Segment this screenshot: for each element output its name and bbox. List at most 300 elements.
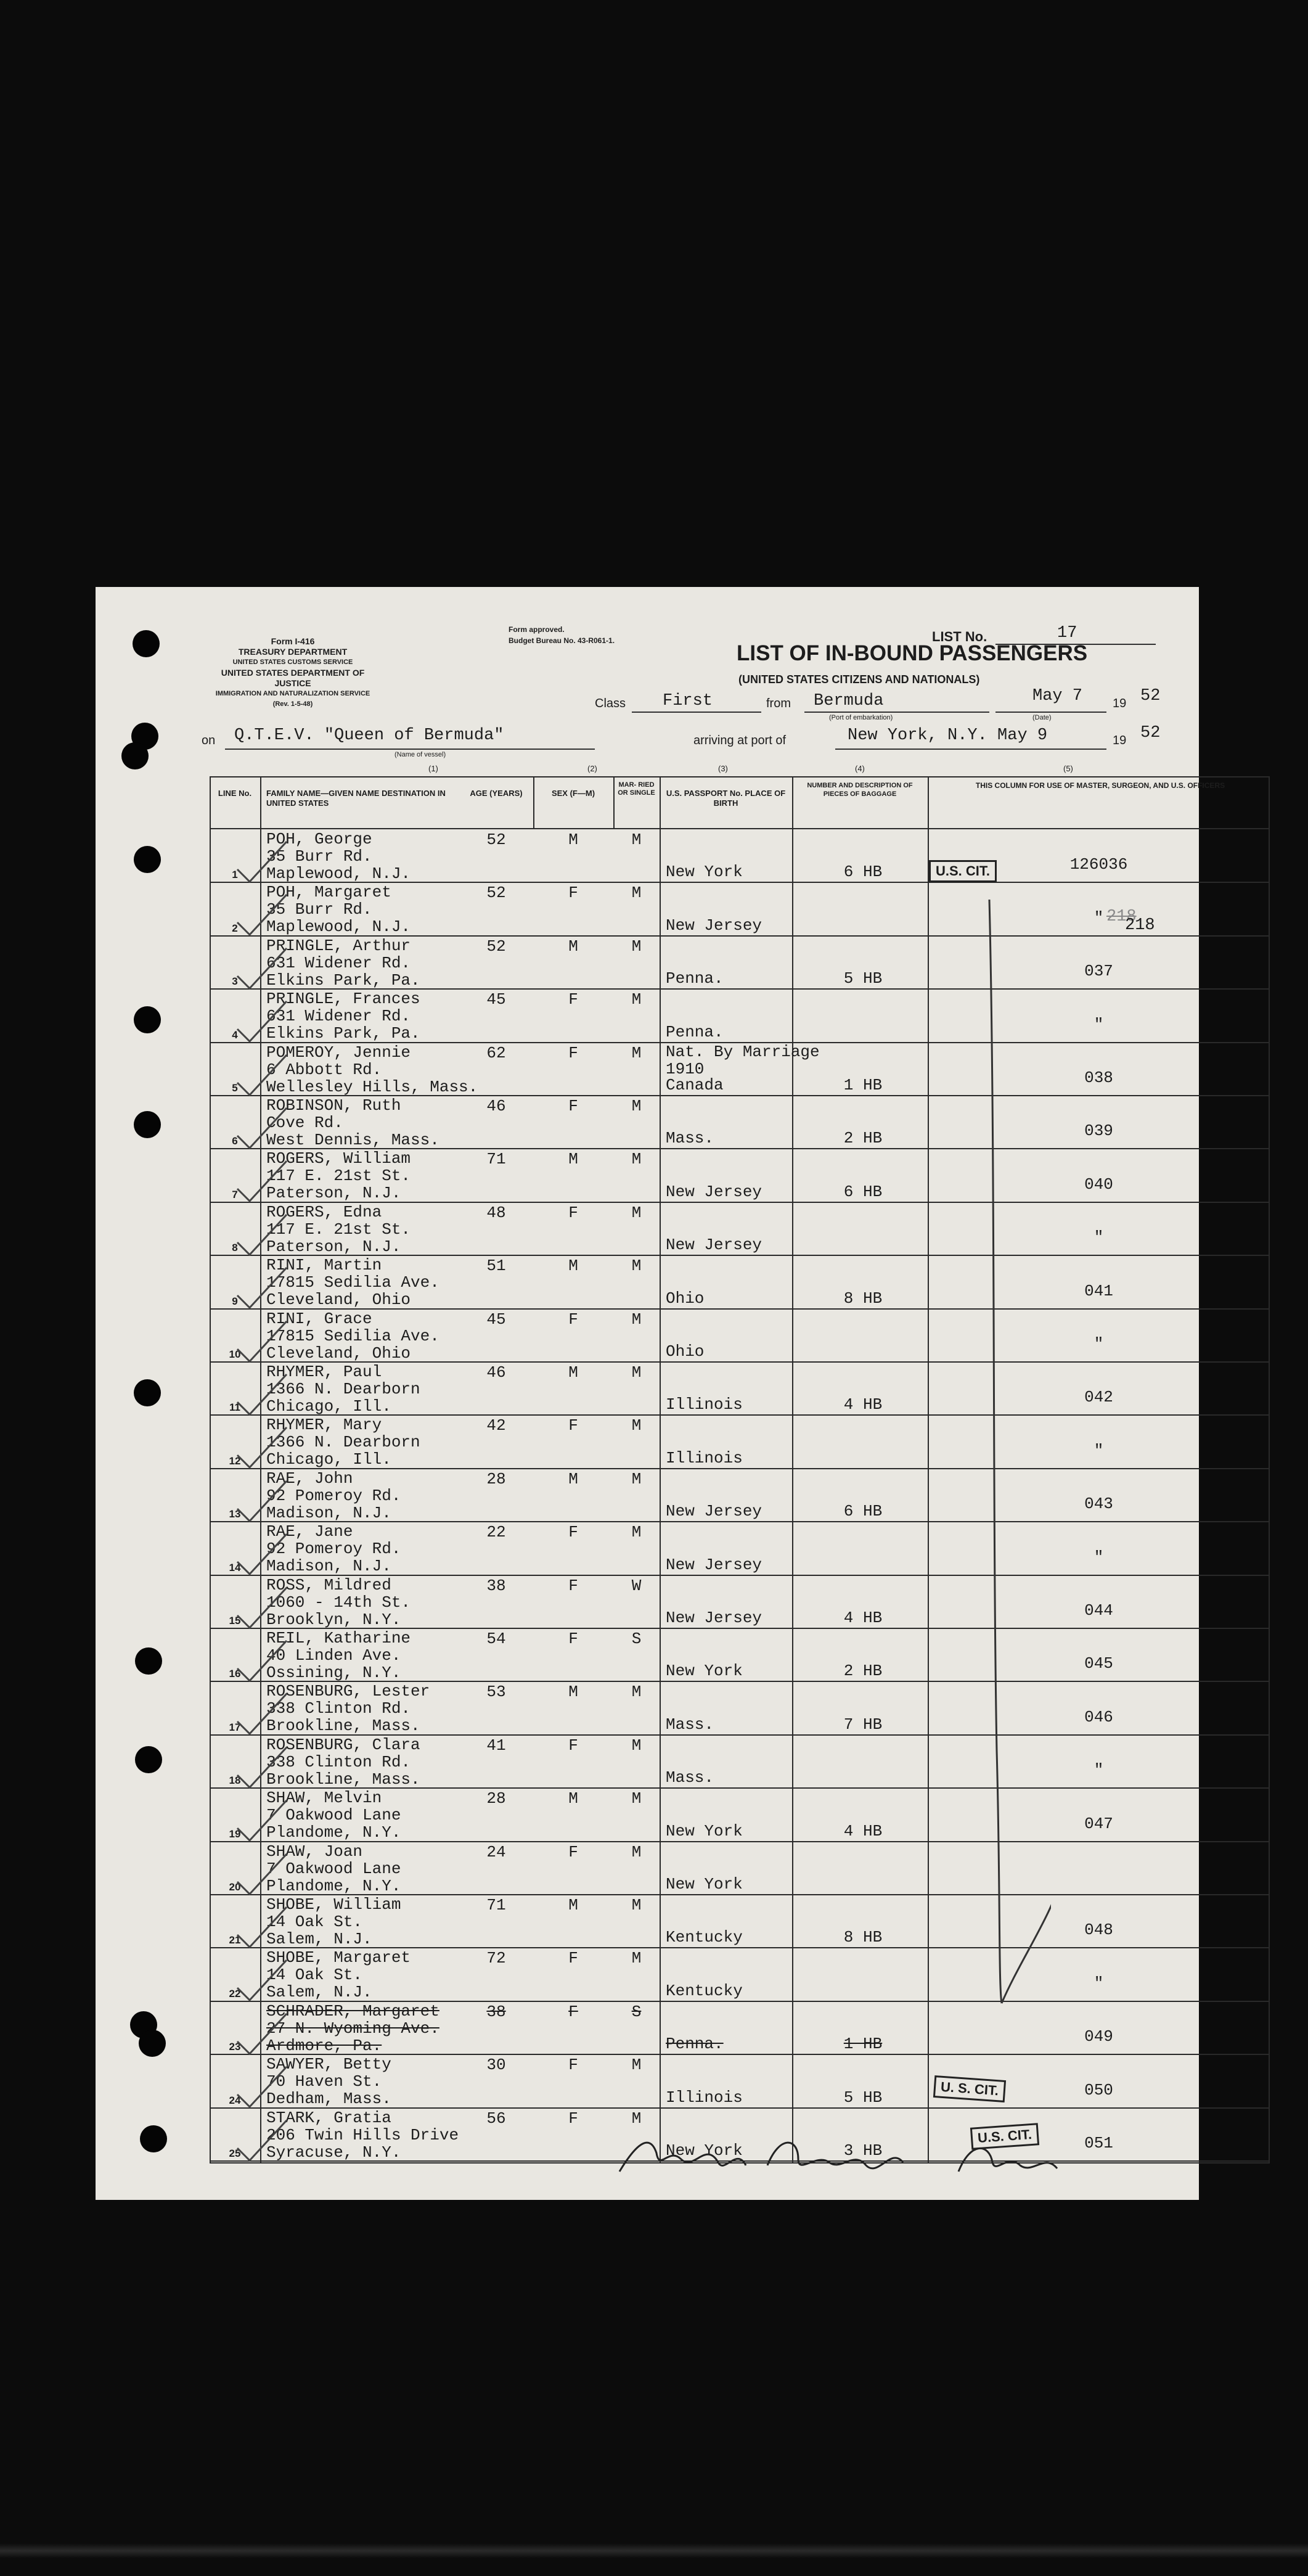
page-title: LIST OF IN-BOUND PASSENGERS (737, 641, 1088, 665)
table-row (210, 1735, 1270, 1788)
officer-note: 044 (1084, 1601, 1113, 1620)
line-number: 9 (232, 1295, 238, 1307)
baggage-cell: 3 HB (843, 2141, 883, 2160)
city-line: West Dennis, Mass. (266, 1131, 439, 1149)
married-cell: M (631, 1363, 642, 1382)
married-cell: M (631, 1842, 642, 1861)
line-number: 15 (229, 1614, 241, 1626)
birthplace-cell: Kentucky (666, 1928, 743, 1947)
age-cell: 28 (486, 1789, 506, 1808)
sex-cell: M (568, 1150, 578, 1169)
married-cell: S (631, 1630, 642, 1648)
line-number: 7 (232, 1188, 238, 1200)
baggage-cell: 1 HB (843, 1075, 883, 1094)
age-cell: 22 (486, 1523, 506, 1542)
check-mark (234, 1901, 290, 1950)
passenger-name: ROGERS, Edna (266, 1202, 382, 1221)
sex-cell: M (568, 831, 578, 849)
line-number: 3 (232, 975, 238, 988)
birthplace-cell: Illinois (666, 1448, 743, 1467)
birthplace-cell: New York (666, 1821, 743, 1840)
passenger-name: ROGERS, William (266, 1149, 411, 1168)
margin-note-crossed: 218 (1106, 908, 1137, 926)
check-mark (234, 1794, 290, 1844)
address-line: 631 Widener Rd. (266, 953, 411, 972)
passenger-name: SAWYER, Betty (266, 2055, 391, 2074)
us-citizen-stamp: U.S. CIT. (929, 860, 997, 882)
city-line: Salem, N.J. (266, 1930, 372, 1948)
arriving-label: arriving at port of (693, 734, 787, 747)
class-value: First (663, 692, 713, 710)
passenger-name: ROSENBURG, Clara (266, 1735, 420, 1754)
punch-hole (134, 1379, 161, 1406)
check-mark (234, 2114, 290, 2164)
address-line: 1366 N. Dearborn (266, 1433, 420, 1452)
officer-note: 041 (1084, 1281, 1113, 1300)
list-no-value: 17 (1057, 624, 1077, 642)
sex-cell: F (568, 2056, 578, 2075)
arrival-port-date: New York, N.Y. May 9 (848, 726, 1048, 745)
birthplace-cell: New Jersey (666, 1608, 762, 1627)
passenger-name: PRINGLE, Arthur (266, 936, 411, 955)
arrival-underline (835, 749, 1106, 750)
officer-note: " (1093, 1015, 1104, 1034)
check-mark (234, 1421, 290, 1471)
baggage-cell: 2 HB (843, 1129, 883, 1148)
married-cell: W (631, 1576, 642, 1595)
sex-cell: M (568, 1257, 578, 1276)
officer-note: 047 (1084, 1814, 1113, 1833)
passenger-name-address (266, 1310, 439, 1362)
sex-cell: F (568, 2109, 578, 2128)
sex-cell: M (568, 1683, 578, 1702)
married-cell: M (631, 1416, 642, 1435)
passenger-name: POH, Margaret (266, 883, 391, 902)
officer-note: 050 (1084, 2080, 1113, 2099)
line-number: 13 (229, 1508, 241, 1520)
table-row (210, 1948, 1270, 2001)
officer-note: 042 (1084, 1388, 1113, 1407)
check-mark (234, 1315, 290, 1364)
passenger-name: RHYMER, Paul (266, 1363, 382, 1381)
birthplace-cell: New Jersey (666, 1236, 762, 1255)
sex-cell: F (568, 1416, 578, 1435)
depart-date: May 7 (1032, 687, 1083, 705)
form-id: Form I-416 (271, 636, 315, 646)
sex-cell: F (568, 1736, 578, 1755)
check-mark (234, 1102, 290, 1151)
vessel-name: Q.T.E.V. "Queen of Bermuda" (234, 726, 504, 745)
table-row (210, 1202, 1270, 1255)
passenger-name: RAE, Jane (266, 1522, 353, 1541)
city-line: Maplewood, N.J. (266, 864, 411, 883)
married-cell: M (631, 1043, 642, 1062)
age-cell: 42 (486, 1416, 506, 1435)
table-row (210, 1681, 1270, 1734)
married-cell: M (631, 1203, 642, 1222)
city-line: Brookline, Mass. (266, 1717, 420, 1736)
birthplace-cell: Mass. (666, 1129, 714, 1148)
age-cell: 71 (486, 1150, 506, 1169)
passenger-name: RINI, Grace (266, 1309, 372, 1328)
line-number: 25 (229, 2147, 241, 2159)
passenger-name-address (266, 1683, 430, 1734)
check-mark (234, 1741, 290, 1790)
check-mark (234, 1475, 290, 1524)
passenger-name: RAE, John (266, 1469, 353, 1488)
passenger-name: REIL, Katharine (266, 1629, 411, 1647)
punch-hole (139, 2030, 166, 2057)
col-passport: U.S. PASSPORT No. PLACE OF BIRTH (666, 789, 786, 808)
sex-cell: F (568, 1043, 578, 1062)
col-number-1: (1) (428, 764, 438, 773)
sex-cell: F (568, 1203, 578, 1222)
city-line: Ardmore, Pa. (266, 2036, 382, 2055)
passenger-name: SHOBE, William (266, 1895, 401, 1914)
col-number-5: (5) (1063, 764, 1073, 773)
table-row (210, 1255, 1270, 1308)
class-underline (632, 712, 761, 713)
line-number: 8 (232, 1242, 238, 1254)
passenger-name: RHYMER, Mary (266, 1416, 382, 1435)
age-cell: 54 (486, 1630, 506, 1648)
age-cell: 45 (486, 990, 506, 1009)
page-subtitle: (UNITED STATES CITIZENS AND NATIONALS) (738, 673, 980, 686)
check-mark (234, 2008, 290, 2057)
officer-check-line (928, 900, 1051, 2071)
form-approved: Form approved. (509, 625, 565, 634)
baggage-cell: 6 HB (843, 1502, 883, 1521)
birthplace-cell: Mass. (666, 1768, 714, 1787)
arrival-year-prefix: 19 (1113, 734, 1127, 747)
baggage-cell: 8 HB (843, 1289, 883, 1308)
sex-cell: M (568, 1469, 578, 1488)
us-citizen-stamp-row25: U.S. CIT. (970, 2123, 1039, 2150)
col-divider (533, 776, 534, 828)
class-label: Class (595, 697, 626, 710)
from-label: from (766, 697, 791, 710)
age-cell: 24 (486, 1842, 506, 1861)
passenger-name-address (266, 2109, 459, 2161)
address-line: 14 Oak St. (266, 1966, 363, 1985)
passenger-name-address (266, 2003, 439, 2054)
sex-cell: F (568, 884, 578, 903)
line-number: 6 (232, 1135, 238, 1147)
city-line: Cleveland, Ohio (266, 1343, 411, 1363)
depart-year: 52 (1140, 687, 1161, 705)
table-row (210, 1895, 1270, 1948)
age-cell: 46 (486, 1097, 506, 1115)
married-cell: M (631, 1257, 642, 1276)
film-edge (0, 2543, 1308, 2558)
officer-note: 049 (1084, 2027, 1113, 2046)
line-number: 21 (229, 1934, 241, 1946)
table-row (210, 1575, 1270, 1628)
birthplace-cell: Ohio (666, 1342, 705, 1361)
sex-cell: F (568, 1842, 578, 1861)
line-number: 1 (232, 869, 238, 881)
table-row (210, 936, 1270, 989)
port-embarkation-caption: (Port of embarkation) (829, 714, 893, 721)
address-line: 1366 N. Dearborn (266, 1380, 420, 1398)
birthplace-cell: New Jersey (666, 1555, 762, 1574)
col-age: AGE (YEARS) (470, 789, 523, 798)
address-line: 338 Clinton Rd. (266, 1699, 411, 1718)
us-citizen-stamp-row24: U. S. CIT. (933, 2075, 1006, 2102)
table-row (210, 1842, 1270, 1895)
passenger-name: RINI, Martin (266, 1256, 382, 1275)
margin-note: 218 (1125, 916, 1155, 935)
city-line: Chicago, Ill. (266, 1397, 391, 1416)
arrival-year: 52 (1140, 724, 1161, 742)
birthplace-cell: New York (666, 2141, 743, 2160)
city-line: Plandome, N.Y. (266, 1823, 401, 1842)
city-line: Paterson, N.J. (266, 1184, 401, 1203)
city-line: Elkins Park, Pa. (266, 1024, 420, 1043)
birthplace-cell: Penna. (666, 969, 724, 988)
address-line: 6 Abbott Rd. (266, 1060, 382, 1079)
sex-cell: M (568, 1363, 578, 1382)
address-line: 17815 Sedilia Ave. (266, 1326, 439, 1345)
address-line: 631 Widener Rd. (266, 1007, 411, 1026)
check-mark (234, 1581, 290, 1631)
sex-cell: M (568, 1789, 578, 1808)
city-line: Madison, N.J. (266, 1503, 391, 1522)
birthplace-cell: Penna. (666, 2035, 724, 2054)
passenger-name: ROSENBURG, Lester (266, 1682, 430, 1701)
married-cell: M (631, 990, 642, 1009)
birthplace-cell: Penna. (666, 1022, 724, 1041)
punch-hole (133, 630, 160, 657)
col-number-4: (4) (855, 764, 865, 773)
married-cell: M (631, 831, 642, 849)
address-line: 92 Pomeroy Rd. (266, 1486, 401, 1505)
col-sex: SEX (F—M) (551, 789, 595, 798)
punch-hole (134, 1111, 161, 1138)
check-mark (234, 1208, 290, 1258)
married-cell: M (631, 1469, 642, 1488)
age-cell: 30 (486, 2056, 506, 2075)
married-cell: M (631, 1150, 642, 1169)
passenger-name: SHOBE, Margaret (266, 1948, 411, 1967)
married-cell: M (631, 2109, 642, 2128)
age-cell: 45 (486, 1310, 506, 1329)
line-number: 11 (229, 1401, 240, 1414)
baggage-cell: 4 HB (843, 1821, 883, 1840)
list-no-label: LIST No. (932, 629, 987, 644)
passenger-name: POH, George (266, 830, 372, 848)
sex-cell: M (568, 937, 578, 956)
address-line: 206 Twin Hills Drive (266, 2125, 459, 2144)
address-line: 14 Oak St. (266, 1913, 363, 1931)
age-cell: 38 (486, 1576, 506, 1595)
vessel-underline (225, 749, 595, 750)
table-row (210, 1362, 1270, 1415)
table-row (210, 1788, 1270, 1841)
age-cell: 72 (486, 1949, 506, 1968)
passenger-list-document (96, 587, 1225, 2200)
passenger-name: PRINGLE, Frances (266, 990, 420, 1009)
punch-hole (134, 846, 161, 873)
check-mark (234, 995, 290, 1044)
depart-date-underline (995, 712, 1106, 713)
table-row (210, 1309, 1270, 1362)
table-row (210, 2054, 1270, 2107)
address-line: 27 N. Wyoming Ave. (266, 2019, 439, 2038)
table-row (210, 829, 1270, 882)
table-row (210, 1628, 1270, 1681)
age-cell: 52 (486, 831, 506, 849)
city-line: Elkins Park, Pa. (266, 970, 420, 990)
birthplace-cell: Ohio (666, 1289, 705, 1308)
passenger-name: STARK, Gratia (266, 2108, 391, 2127)
vessel-caption: (Name of vessel) (394, 751, 446, 758)
officer-note: 045 (1084, 1654, 1113, 1673)
age-cell: 48 (486, 1203, 506, 1222)
table-row (210, 989, 1270, 1042)
married-cell: M (631, 1896, 642, 1914)
col-baggage: NUMBER AND DESCRIPTION OF PIECES OF BAGGAGE (807, 782, 913, 798)
line-number: 14 (229, 1561, 241, 1573)
birthplace-cell: Kentucky (666, 1981, 743, 2000)
age-cell: 56 (486, 2109, 506, 2128)
col-number-3: (3) (718, 764, 728, 773)
check-mark (234, 1954, 290, 2003)
line-number: 10 (229, 1348, 241, 1360)
passenger-name-address (266, 1097, 439, 1149)
city-line: Madison, N.J. (266, 1557, 391, 1576)
officer-note: 038 (1084, 1068, 1113, 1087)
officer-note: 037 (1084, 962, 1113, 981)
age-cell: 38 (486, 2002, 506, 2021)
city-line: Wellesley Hills, Mass. (266, 1077, 478, 1096)
age-cell: 28 (486, 1469, 506, 1488)
check-mark (234, 1261, 290, 1311)
form-agency-block (210, 636, 376, 710)
married-cell: M (631, 1683, 642, 1702)
age-cell: 41 (486, 1736, 506, 1755)
table-row (210, 1469, 1270, 1522)
check-mark (234, 1635, 290, 1684)
officer-note: " (1093, 1548, 1104, 1567)
baggage-cell: 4 HB (843, 1395, 883, 1414)
treasury-label: TREASURY DEPARTMENT (238, 647, 348, 657)
year-prefix: 19 (1113, 697, 1127, 710)
address-line: 117 E. 21st St. (266, 1167, 411, 1186)
baggage-cell: 7 HB (843, 1715, 883, 1734)
address-line: 35 Burr Rd. (266, 900, 372, 919)
officer-note: 040 (1084, 1175, 1113, 1194)
birthplace-cell: Illinois (666, 1395, 743, 1414)
line-number: 16 (229, 1668, 241, 1680)
address-line: 1060 - 14th St. (266, 1593, 411, 1612)
baggage-cell: 2 HB (843, 1662, 883, 1681)
passenger-name: SHAW, Melvin (266, 1789, 382, 1808)
line-number: 17 (229, 1721, 241, 1733)
age-cell: 52 (486, 884, 506, 903)
officer-note: " (1093, 1441, 1104, 1460)
justice-label: UNITED STATES DEPARTMENT OF JUSTICE (221, 668, 365, 688)
line-number: 4 (232, 1028, 238, 1041)
passenger-table (210, 776, 1270, 2164)
baggage-cell: 6 HB (843, 863, 883, 882)
table-row (210, 2001, 1270, 2054)
table-row (210, 1043, 1270, 1096)
line-number: 19 (229, 1827, 241, 1840)
age-cell: 51 (486, 1257, 506, 1276)
officer-note: " (1093, 1974, 1104, 1993)
baggage-cell: 5 HB (843, 2088, 883, 2107)
col-married: MAR- RIED OR SINGLE (618, 781, 655, 797)
sex-cell: F (568, 2002, 578, 2021)
married-cell: M (631, 2056, 642, 2075)
birthplace-cell: Illinois (666, 2088, 743, 2107)
city-line: Paterson, N.J. (266, 1237, 401, 1256)
city-line: Ossining, N.Y. (266, 1663, 401, 1682)
officer-note: 048 (1084, 1921, 1113, 1940)
age-cell: 46 (486, 1363, 506, 1382)
sex-cell: F (568, 1310, 578, 1329)
table-row (210, 1096, 1270, 1149)
city-line: Cleveland, Ohio (266, 1290, 411, 1310)
check-mark (234, 888, 290, 938)
revision-label: (Rev. 1-5-48) (272, 700, 313, 708)
married-cell: M (631, 1097, 642, 1115)
officer-note: 043 (1084, 1495, 1113, 1514)
birthplace-cell: New York (666, 1874, 743, 1893)
age-cell: 71 (486, 1896, 506, 1914)
passport-note: Nat. By Marriage (666, 1042, 820, 1061)
officer-note: 051 (1084, 2133, 1113, 2152)
address-line: 7 Oakwood Lane (266, 1859, 401, 1878)
married-cell: M (631, 1949, 642, 1968)
address-line: 117 E. 21st St. (266, 1220, 411, 1239)
address-line: 92 Pomeroy Rd. (266, 1540, 401, 1559)
birthplace-cell: New Jersey (666, 1182, 762, 1201)
line-number: 18 (229, 1774, 241, 1787)
sex-cell: M (568, 1896, 578, 1914)
sex-cell: F (568, 1097, 578, 1115)
check-mark (234, 1049, 290, 1098)
sex-cell: F (568, 1630, 578, 1648)
customs-label: UNITED STATES CUSTOMS SERVICE (232, 658, 353, 666)
passenger-name-address (266, 1257, 439, 1308)
address-line: 70 Haven St. (266, 2072, 382, 2091)
punch-hole (140, 2125, 167, 2152)
check-mark (234, 1155, 290, 1204)
check-mark (234, 1848, 290, 1897)
passenger-name: ROBINSON, Ruth (266, 1096, 401, 1115)
sex-cell: F (568, 1949, 578, 1968)
address-line: 35 Burr Rd. (266, 847, 372, 866)
birthplace-cell: Mass. (666, 1715, 714, 1734)
ins-label: IMMIGRATION AND NATURALIZATION SERVICE (215, 690, 370, 697)
punch-hole (134, 1006, 161, 1033)
address-line: 338 Clinton Rd. (266, 1752, 411, 1771)
married-cell: M (631, 1736, 642, 1755)
sex-cell: F (568, 990, 578, 1009)
city-line: Dedham, Mass. (266, 2090, 391, 2109)
col-number-2: (2) (587, 764, 597, 773)
city-line: Chicago, Ill. (266, 1450, 391, 1469)
punch-hole (135, 1746, 162, 1773)
baggage-cell: 4 HB (843, 1608, 883, 1627)
married-cell: M (631, 1789, 642, 1808)
check-mark (234, 835, 290, 885)
table-top-border (210, 776, 1270, 777)
address-line: 7 Oakwood Lane (266, 1806, 401, 1825)
passenger-name: SCHRADER, Margaret (266, 2001, 439, 2020)
